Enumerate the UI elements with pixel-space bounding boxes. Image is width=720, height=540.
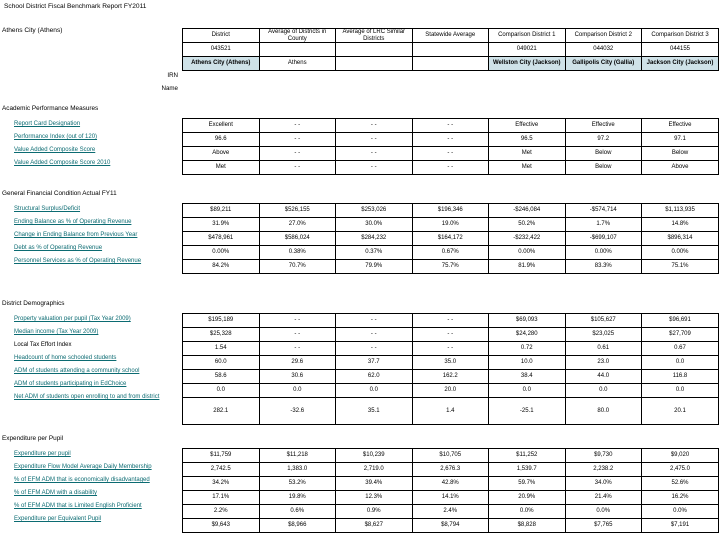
table-cell: 20.1 (642, 398, 719, 425)
table-cell: 97.1 (642, 133, 719, 147)
table-cell: 75.1% (642, 260, 719, 274)
table-cell: $8,966 (259, 519, 336, 533)
table-cell: 0.6% (259, 505, 336, 519)
table-cell: $9,643 (183, 519, 260, 533)
table-row (183, 398, 719, 425)
table-row (183, 246, 719, 260)
row-label-link[interactable]: Structural Surplus/Deficit (14, 206, 81, 212)
table-cell: 97.2 (565, 133, 642, 147)
table-cell: 29.6 (259, 356, 336, 370)
table-cell: 39.4% (336, 477, 413, 491)
table-cell: 2.4% (412, 505, 489, 519)
column-header-district: District (183, 29, 260, 43)
table-cell: -25.1 (489, 398, 566, 425)
table-cell: 96.6 (183, 133, 260, 147)
table-cell: 1,383.0 (259, 463, 336, 477)
section-row-labels (14, 118, 189, 170)
table-cell: 14.1% (412, 491, 489, 505)
table-cell: 30.0% (336, 218, 413, 232)
irn-row (183, 43, 719, 57)
table-cell: Met (489, 147, 566, 161)
name-row-label: Name (161, 85, 178, 92)
table-cell: - - (412, 119, 489, 133)
table-cell: -$232,422 (489, 232, 566, 246)
row-label-link[interactable]: Debt as % of Operating Revenue (14, 245, 103, 251)
table-cell: $10,239 (336, 449, 413, 463)
row-label-link[interactable]: Headcount of home schooled students (14, 355, 117, 361)
table-cell: 81.9% (489, 260, 566, 274)
table-cell: 0.0 (183, 384, 260, 398)
table-cell: 0.37% (336, 246, 413, 260)
table-cell: $89,211 (183, 204, 260, 218)
table-cell: - - (336, 314, 413, 328)
table-cell: - - (259, 342, 336, 356)
name-comparison-2: Gallipolis City (Gallia) (565, 57, 642, 71)
table-cell: 0.67% (412, 246, 489, 260)
irn-lrc-avg (336, 43, 413, 57)
table-row (183, 218, 719, 232)
table-cell: 1.4 (412, 398, 489, 425)
table-cell: $526,155 (259, 204, 336, 218)
table-row (183, 161, 719, 175)
table-cell: $8,828 (489, 519, 566, 533)
table-cell: 84.2% (183, 260, 260, 274)
table-cell: 75.7% (412, 260, 489, 274)
column-header-comparison-3: Comparison District 3 (642, 29, 719, 43)
table-cell: 19.8% (259, 491, 336, 505)
column-header-row (183, 29, 719, 43)
table-cell: 42.8% (412, 477, 489, 491)
row-label-link[interactable]: Change in Ending Balance from Previous Year (14, 232, 138, 238)
row-label-link[interactable]: % of EFM ADM with a disability (14, 490, 98, 496)
table-cell: 83.3% (565, 260, 642, 274)
table-row (183, 463, 719, 477)
column-header-comparison-2: Comparison District 2 (565, 29, 642, 43)
section-row-labels (14, 203, 189, 268)
table-cell: 30.6 (259, 370, 336, 384)
table-row (183, 204, 719, 218)
section-data-table (182, 313, 719, 425)
table-cell: Excellent (183, 119, 260, 133)
table-cell: 0.67 (642, 342, 719, 356)
table-cell: Above (642, 161, 719, 175)
table-cell: 27.0% (259, 218, 336, 232)
table-cell: Below (642, 147, 719, 161)
table-cell: $69,093 (489, 314, 566, 328)
table-cell: 2.2% (183, 505, 260, 519)
table-cell: 16.2% (642, 491, 719, 505)
table-cell: $7,191 (642, 519, 719, 533)
table-cell: 0.00% (183, 246, 260, 260)
table-cell: -$246,084 (489, 204, 566, 218)
table-row (183, 477, 719, 491)
table-cell: $195,189 (183, 314, 260, 328)
table-cell: 70.7% (259, 260, 336, 274)
table-cell: - - (336, 161, 413, 175)
table-cell: -$699,107 (565, 232, 642, 246)
table-cell: 282.1 (183, 398, 260, 425)
section-row-labels (14, 313, 189, 417)
table-cell: 79.9% (336, 260, 413, 274)
table-cell: 50.2% (489, 218, 566, 232)
name-comparison-3: Jackson City (Jackson) (642, 57, 719, 71)
table-cell: Below (565, 161, 642, 175)
table-cell: 0.0% (489, 505, 566, 519)
table-cell: $1,113,935 (642, 204, 719, 218)
table-cell: 0.9% (336, 505, 413, 519)
table-cell: 0.0% (642, 505, 719, 519)
table-cell: Below (565, 147, 642, 161)
column-header-comparison-1: Comparison District 1 (489, 29, 566, 43)
table-cell: 1.7% (565, 218, 642, 232)
table-cell: 162.2 (412, 370, 489, 384)
row-label-link[interactable]: Value Added Composite Score 2010 (14, 160, 111, 166)
table-cell: 116.8 (642, 370, 719, 384)
table-cell: Effective (489, 119, 566, 133)
section-data-table (182, 448, 719, 533)
table-row (183, 232, 719, 246)
irn-comparison-1: 049021 (489, 43, 566, 57)
row-label-link[interactable]: Expenditure Flow Model Average Daily Membership (14, 464, 152, 470)
table-cell: 2,742.5 (183, 463, 260, 477)
table-cell: 0.0 (642, 384, 719, 398)
section-heading: Expenditure per Pupil (2, 435, 64, 442)
table-cell: - - (259, 314, 336, 328)
table-cell: - - (336, 328, 413, 342)
table-row (183, 449, 719, 463)
table-cell: $23,025 (565, 328, 642, 342)
page-title: School District Fiscal Benchmark Report FY2011 (4, 3, 147, 10)
table-cell: 38.4 (489, 370, 566, 384)
table-cell: 17.1% (183, 491, 260, 505)
table-cell: $284,232 (336, 232, 413, 246)
name-county-avg: Athens (259, 57, 336, 71)
table-cell: - - (412, 147, 489, 161)
table-cell: 0.0 (259, 384, 336, 398)
table-row (183, 384, 719, 398)
table-cell: 52.6% (642, 477, 719, 491)
table-cell: $586,024 (259, 232, 336, 246)
table-cell: 0.00% (642, 246, 719, 260)
table-cell: $253,026 (336, 204, 413, 218)
table-cell: 58.6 (183, 370, 260, 384)
name-comparison-1: Wellston City (Jackson) (489, 57, 566, 71)
table-row (183, 356, 719, 370)
irn-county-avg (259, 43, 336, 57)
table-row (183, 491, 719, 505)
row-label-link[interactable]: ADM of students attending a community school (14, 368, 140, 374)
table-cell: $8,794 (412, 519, 489, 533)
table-cell: Effective (642, 119, 719, 133)
table-cell: 59.7% (489, 477, 566, 491)
table-cell: 12.3% (336, 491, 413, 505)
table-cell: 44.0 (565, 370, 642, 384)
table-cell: $164,172 (412, 232, 489, 246)
table-cell: 35.0 (412, 356, 489, 370)
table-cell: 34.0% (565, 477, 642, 491)
row-label-link[interactable]: Expenditure per pupil (14, 451, 71, 457)
table-row (183, 260, 719, 274)
column-header-lrc-avg: Average of LRC Similar Districts (336, 29, 413, 43)
table-cell: -$574,714 (565, 204, 642, 218)
table-cell: Met (183, 161, 260, 175)
table-cell: 1,539.7 (489, 463, 566, 477)
table-cell: 0.00% (565, 246, 642, 260)
table-cell: 60.0 (183, 356, 260, 370)
section-data-table (182, 203, 719, 274)
row-label-link[interactable]: ADM of students participating in EdChoice (14, 381, 127, 387)
irn-statewide-avg (412, 43, 489, 57)
irn-row-label: IRN (167, 72, 178, 79)
table-cell: 19.0% (412, 218, 489, 232)
table-cell: - - (259, 119, 336, 133)
table-cell: 0.0% (565, 505, 642, 519)
table-cell: - - (259, 328, 336, 342)
row-label-link[interactable]: Report Card Designation (14, 121, 81, 127)
table-cell: $9,020 (642, 449, 719, 463)
table-cell: $7,765 (565, 519, 642, 533)
table-row (183, 133, 719, 147)
row-label-link[interactable]: Personnel Services as % of Operating Revenue (14, 258, 142, 264)
table-row (183, 147, 719, 161)
table-row (183, 342, 719, 356)
table-cell: 2,676.3 (412, 463, 489, 477)
table-cell: 0.0 (565, 384, 642, 398)
table-cell: - - (336, 133, 413, 147)
row-label-link[interactable]: Expenditure per Equivalent Pupil (14, 516, 102, 522)
table-cell: $9,730 (565, 449, 642, 463)
table-cell: 2,238.2 (565, 463, 642, 477)
table-cell: 1.54 (183, 342, 260, 356)
table-cell: 96.5 (489, 133, 566, 147)
name-lrc-avg (336, 57, 413, 71)
section-data-table (182, 118, 719, 175)
row-label-link[interactable]: % of EFM ADM that is economically disadvantaged (14, 477, 150, 483)
table-cell: 35.1 (336, 398, 413, 425)
name-row (183, 57, 719, 71)
table-cell: $27,709 (642, 328, 719, 342)
irn-comparison-2: 044032 (565, 43, 642, 57)
section-heading: District Demographics (2, 300, 65, 307)
table-cell: $478,961 (183, 232, 260, 246)
row-label: Local Tax Effort Index (14, 342, 72, 348)
name-district: Athens City (Athens) (183, 57, 260, 71)
table-cell: 2,475.0 (642, 463, 719, 477)
table-cell: 0.0 (336, 384, 413, 398)
table-row (183, 370, 719, 384)
table-cell: - - (259, 161, 336, 175)
table-cell: - - (412, 342, 489, 356)
irn-comparison-3: 044155 (642, 43, 719, 57)
table-cell: $196,346 (412, 204, 489, 218)
table-cell: $105,627 (565, 314, 642, 328)
row-label-link[interactable]: Value Added Composite Score (14, 147, 96, 153)
row-label-link[interactable]: % of EFM ADM that is Limited English Proficient (14, 503, 142, 509)
table-cell: 37.7 (336, 356, 413, 370)
table-cell: -32.6 (259, 398, 336, 425)
header-table (182, 28, 719, 71)
table-cell: 10.0 (489, 356, 566, 370)
table-cell: $11,218 (259, 449, 336, 463)
column-header-county-avg: Average of Districts in County (259, 29, 336, 43)
table-cell: $896,314 (642, 232, 719, 246)
table-cell: Met (489, 161, 566, 175)
table-cell: $96,691 (642, 314, 719, 328)
table-cell: $24,280 (489, 328, 566, 342)
table-cell: 0.38% (259, 246, 336, 260)
table-cell: - - (412, 133, 489, 147)
table-cell: - - (412, 314, 489, 328)
table-row (183, 519, 719, 533)
table-row (183, 328, 719, 342)
table-cell: 53.2% (259, 477, 336, 491)
row-label-link[interactable]: Property valuation per pupil (Tax Year 2009) (14, 316, 131, 322)
table-cell: - - (259, 133, 336, 147)
section-heading: Academic Performance Measures (2, 105, 99, 112)
table-cell: - - (336, 342, 413, 356)
row-label-link[interactable]: Median income (Tax Year 2009) (14, 329, 99, 335)
table-cell: 0.00% (489, 246, 566, 260)
row-label-link[interactable]: Performance Index (out of 120) (14, 134, 98, 140)
table-cell: - - (412, 161, 489, 175)
table-cell: - - (412, 328, 489, 342)
section-heading: General Financial Condition Actual FY11 (2, 190, 117, 197)
table-cell: 0.72 (489, 342, 566, 356)
table-cell: 0.0 (489, 384, 566, 398)
table-row (183, 314, 719, 328)
table-cell: $8,627 (336, 519, 413, 533)
table-cell: 21.4% (565, 491, 642, 505)
name-statewide-avg (412, 57, 489, 71)
table-cell: 80.0 (565, 398, 642, 425)
table-cell: 20.9% (489, 491, 566, 505)
table-row (183, 119, 719, 133)
table-cell: Effective (565, 119, 642, 133)
column-header-statewide-avg: Statewide Average (412, 29, 489, 43)
table-cell: 14.8% (642, 218, 719, 232)
table-cell: 62.0 (336, 370, 413, 384)
district-subtitle: Athens City (Athens) (2, 27, 63, 34)
table-row (183, 505, 719, 519)
table-cell: - - (259, 147, 336, 161)
table-cell: 0.61 (565, 342, 642, 356)
irn-district: 043521 (183, 43, 260, 57)
section-row-labels (14, 448, 189, 526)
table-cell: 23.0 (565, 356, 642, 370)
table-cell: 31.9% (183, 218, 260, 232)
table-cell: $11,759 (183, 449, 260, 463)
table-cell: 20.0 (412, 384, 489, 398)
table-cell: - - (336, 147, 413, 161)
table-cell: $11,252 (489, 449, 566, 463)
table-cell: $25,328 (183, 328, 260, 342)
table-cell: Above (183, 147, 260, 161)
table-cell: 0.0 (642, 356, 719, 370)
row-label-link[interactable]: Net ADM of students open enrolling to and from district (14, 394, 160, 400)
row-label-link[interactable]: Ending Balance as % of Operating Revenue (14, 219, 132, 225)
table-cell: 34.2% (183, 477, 260, 491)
table-cell: - - (336, 119, 413, 133)
table-cell: $10,705 (412, 449, 489, 463)
table-cell: 2,719.0 (336, 463, 413, 477)
